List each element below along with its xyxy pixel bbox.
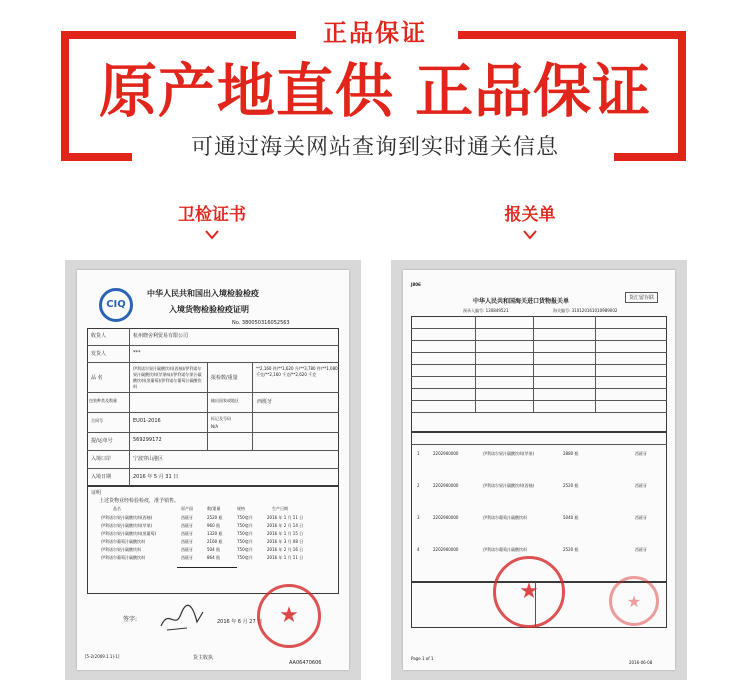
banner-frame-top-right (458, 31, 686, 39)
table-cell: 2016 年 1 月 11 日 (267, 555, 304, 560)
table-cell: 2520 瓶 (207, 515, 223, 520)
chevron-down-icon (205, 228, 219, 242)
star-icon: ★ (519, 579, 539, 604)
health-cert-label: 卫检证书 (178, 205, 246, 225)
th-name: 品名 (113, 506, 121, 511)
table-cell: 西班牙 (181, 531, 193, 536)
grid-line (595, 316, 596, 412)
item-qty: 2520 瓶 (563, 483, 579, 488)
cert-number: No. 380050316052563 (232, 320, 290, 326)
bl-value: 569299172 (133, 437, 162, 443)
th-spec: 规格 (237, 506, 245, 511)
item-index: 1 (417, 451, 420, 456)
footer-copy: 货主收执 (193, 655, 214, 661)
table-cell: 2016 年 3 月 08 日 (267, 539, 304, 544)
consignor-label: 发货人 (91, 351, 107, 357)
grid-line (207, 362, 208, 450)
grid-line (87, 450, 339, 451)
health-cert-paper (77, 270, 349, 670)
item-origin: 西班牙 (635, 547, 647, 552)
cert-title-1: 中华人民共和国出入境检验检疫 (147, 289, 259, 298)
table-row: 伊利诺尔葡萄汁碳酸饮料 (101, 539, 145, 544)
table-cell: 750毫升 (237, 555, 253, 560)
footer-form-code: [5-2(2009.1.1)·1] (85, 654, 120, 659)
proof-label: 证明 (91, 490, 102, 496)
customs-doc-card (391, 260, 687, 680)
table-cell: 750毫升 (237, 523, 253, 528)
customs-seal (493, 556, 565, 628)
grid-line (411, 388, 667, 389)
qty-value: **2,160 件/**1,620 升/**3,780 件/**1,080 千克/**2,160 千克/**2,620 千克 (256, 366, 338, 377)
goods-value: 伊利诺尔果汁碳酸饮料(西柚)/伊利诺尔果汁碳酸饮料(苹果味)/伊利诺尔果汁碳酸饮料(黑葡萄)/伊利诺尔葡萄汁碳酸饮料 (133, 366, 202, 389)
table-row: 伊利诺尔果汁碳酸饮料(西柚) (101, 515, 153, 520)
item-name: 伊利诺尔果汁碳酸饮料(苹果) (483, 451, 535, 456)
grid-line (411, 364, 667, 365)
ciq-logo: CIQ (99, 288, 133, 322)
page-note: Page 1 of 1 (411, 656, 434, 661)
table-cell: 西班牙 (181, 515, 193, 520)
item-code: 2202900000 (433, 483, 459, 488)
cert-title-2: 入境货物检验检疫证明 (169, 305, 249, 314)
th-qty: 数/重量 (207, 506, 221, 511)
table-cell: 750毫升 (237, 531, 253, 536)
grid-line (411, 444, 667, 445)
official-seal (257, 584, 321, 648)
item-code: 2202900000 (433, 515, 459, 520)
date-value: 2016 年 5 月 31 日 (133, 474, 179, 480)
table-cell: 750毫升 (237, 539, 253, 544)
item-name: 伊利诺尔葡萄汁碳酸饮料 (483, 547, 527, 552)
table-cell: 2016 年 2 月 16 日 (267, 547, 304, 552)
grid-line (87, 432, 339, 433)
table-cell: 西班牙 (181, 523, 193, 528)
banner-headline: 原产地直供 正品保证 (98, 57, 652, 125)
grid-line (411, 352, 667, 353)
banner-subline: 可通过海关网站查询到实时通关信息 (190, 135, 559, 160)
item-name: 伊利诺尔果汁碳酸饮料(西柚) (483, 483, 535, 488)
banner-badge: 正品保证 (323, 19, 427, 47)
grid-line (533, 316, 534, 412)
retain-stamp: 货汇留存联 (625, 292, 658, 303)
star-icon: ★ (626, 592, 642, 611)
marks-label: 标记及号码 (211, 416, 231, 421)
consignor-value: *** (133, 350, 141, 356)
port-label: 入境口岸 (91, 456, 112, 462)
item-origin: 西班牙 (635, 515, 647, 520)
item-qty: 5040 瓶 (563, 515, 579, 520)
origin-value: 西班牙 (257, 399, 273, 405)
customs-title: 中华人民共和国海关进口货物报关单 (473, 298, 570, 305)
header-grid (411, 316, 667, 432)
customs-doc-paper (403, 270, 675, 670)
star-icon: ★ (279, 603, 299, 628)
table-cell: 750毫升 (237, 515, 253, 520)
grid-line (87, 345, 339, 346)
health-cert-card (65, 260, 361, 680)
item-index: 4 (417, 547, 420, 552)
grid-line (87, 392, 339, 393)
customs-seal-faint (609, 576, 659, 626)
chevron-down-icon (523, 228, 537, 242)
port-value: 宁波穿山港区 (133, 456, 164, 462)
signature-mark (157, 600, 207, 634)
table-cell: 2016 年 1 月 15 日 (267, 531, 304, 536)
table-cell: 1320 瓶 (207, 531, 223, 536)
cert-grid (87, 328, 339, 486)
item-origin: 西班牙 (635, 451, 647, 456)
table-row: 伊利诺尔葡萄汁碳酸饮料 (101, 555, 145, 560)
signer-label: 签字: (123, 616, 138, 623)
table-row: 伊利诺尔果汁碳酸饮料(黑葡萄) (101, 531, 157, 536)
grid-line (87, 362, 339, 363)
sign-date: 2016 年 6 月 27 日 (217, 619, 263, 625)
customs-doc-label: 报关单 (504, 205, 556, 225)
proof-text: 上述货物业经检验检疫，准予销售。 (99, 498, 180, 504)
contract-value: EU01-2016 (133, 418, 161, 424)
consignee-label: 收货人 (91, 333, 107, 339)
grid-line (475, 316, 476, 412)
table-cell: 2160 瓶 (207, 539, 223, 544)
date-label: 入境日期 (91, 474, 112, 480)
table-cell: 西班牙 (181, 547, 193, 552)
grid-line (411, 340, 667, 341)
table-row: 伊利诺尔果汁碳酸饮料 (101, 547, 141, 552)
item-index: 3 (417, 515, 420, 520)
table-row: 伊利诺尔果汁碳酸饮料(苹果) (101, 523, 153, 528)
table-cell: 2016 年 2 月 14 日 (267, 523, 304, 528)
grid-line (87, 412, 339, 413)
grid-line (129, 328, 130, 486)
th-date: 生产日期 (272, 506, 288, 511)
table-end-rule (177, 567, 237, 568)
origin-label: 输出国家或地区 (211, 398, 239, 403)
bl-label: 提/运单号 (91, 438, 113, 444)
table-cell: 西班牙 (181, 555, 193, 560)
footer-serial: AA06470606 (289, 660, 322, 666)
grid-line (411, 376, 667, 377)
banner-frame-top-left (61, 31, 296, 39)
table-cell: 960 瓶 (207, 523, 220, 528)
item-code: 2202900000 (433, 451, 459, 456)
table-cell: 504 瓶 (207, 547, 220, 552)
qty-label: 报检数/重量 (211, 375, 238, 381)
contract-label: 合同号 (91, 418, 103, 423)
pack-label: 包装种类及数量 (89, 398, 117, 403)
item-code: 2202900000 (433, 547, 459, 552)
table-cell: 西班牙 (181, 539, 193, 544)
table-cell: 2016 年 1 月 11 日 (267, 515, 304, 520)
grid-line (252, 362, 253, 450)
th-origin: 原产国 (181, 506, 193, 511)
corner-code: J806 (411, 282, 421, 287)
grid-line (87, 468, 339, 469)
item-index: 2 (417, 483, 420, 488)
grid-line (411, 400, 667, 401)
customs-no: 海关编号: 310120161010989002 (553, 308, 618, 313)
table-cell: 864 瓶 (207, 555, 220, 560)
table-cell: 750毫升 (237, 547, 253, 552)
prereg-no: 预录入编号: 130849521 (463, 308, 509, 313)
item-name: 伊利诺尔葡萄汁碳酸饮料 (483, 515, 527, 520)
footer-date: 2016-06-08 (629, 660, 653, 665)
grid-line (411, 328, 667, 329)
item-origin: 西班牙 (635, 483, 647, 488)
goods-label: 品 名 (91, 375, 103, 381)
consignee-value: 杭州晓舍利贸易有限公司 (133, 333, 189, 339)
marks-value: N/A (211, 424, 219, 429)
item-qty: 2520 瓶 (563, 547, 579, 552)
item-qty: 2880 瓶 (563, 451, 579, 456)
grid-line (411, 412, 667, 413)
